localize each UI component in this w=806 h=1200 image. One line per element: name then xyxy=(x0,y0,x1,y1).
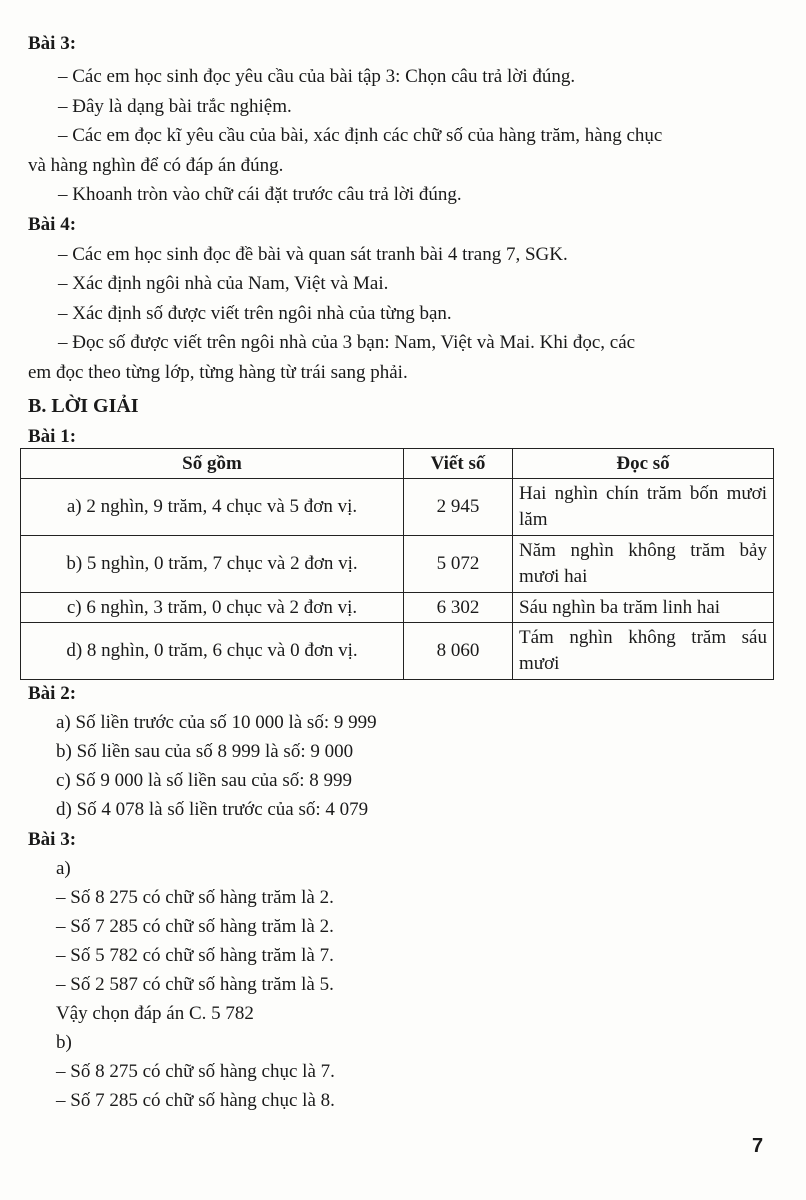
cell-doc-so: Tám nghìn không trăm sáu mươi xyxy=(513,623,774,680)
guide-bai4-line: – Các em học sinh đọc đề bài và quan sát tranh bài 4 trang 7, SGK. xyxy=(58,244,568,265)
cell-so-gom: b) 5 nghìn, 0 trăm, 7 chục và 2 đơn vị. xyxy=(21,536,404,593)
bai3-part-a-label: a) xyxy=(56,858,71,879)
bai3-part-a-line: – Số 7 285 có chữ số hàng trăm là 2. xyxy=(56,916,334,937)
guide-bai4-title: Bài 4: xyxy=(28,214,77,235)
cell-so-gom: a) 2 nghìn, 9 trăm, 4 chục và 5 đơn vị. xyxy=(21,479,404,536)
table-row xyxy=(21,536,774,593)
bai3-part-a-answer: Vậy chọn đáp án C. 5 782 xyxy=(56,1003,254,1024)
guide-bai4-line: em đọc theo từng lớp, từng hàng từ trái sang phải. xyxy=(28,362,408,383)
bai2-line: d) Số 4 078 là số liền trước của số: 4 079 xyxy=(56,799,369,820)
guide-bai3-line: – Khoanh tròn vào chữ cái đặt trước câu trả lời đúng. xyxy=(58,184,462,205)
section-b-title: B. LỜI GIẢI xyxy=(28,395,139,417)
bai3-part-a-line: – Số 2 587 có chữ số hàng trăm là 5. xyxy=(56,974,334,995)
guide-bai3-line: – Các em học sinh đọc yêu cầu của bài tập 3: Chọn câu trả lời đúng. xyxy=(58,66,576,87)
cell-viet-so: 2 945 xyxy=(404,479,513,536)
guide-bai3-line: và hàng nghìn để có đáp án đúng. xyxy=(28,155,284,176)
cell-doc-so: Hai nghìn chín trăm bốn mươi lăm xyxy=(513,479,774,536)
bai3-part-b-line: – Số 7 285 có chữ số hàng chục là 8. xyxy=(56,1090,335,1111)
guide-bai4-line: – Xác định số được viết trên ngôi nhà của từng bạn. xyxy=(58,303,452,324)
table-row xyxy=(21,593,774,623)
cell-viet-so: 6 302 xyxy=(404,593,513,623)
cell-doc-so: Năm nghìn không trăm bảy mươi hai xyxy=(513,536,774,593)
page-number: 7 xyxy=(752,1135,764,1157)
cell-so-gom: d) 8 nghìn, 0 trăm, 6 chục và 0 đơn vị. xyxy=(21,623,404,680)
guide-bai4-line: – Đọc số được viết trên ngôi nhà của 3 bạn: Nam, Việt và Mai. Khi đọc, các xyxy=(58,332,636,353)
cell-doc-so: Sáu nghìn ba trăm linh hai xyxy=(513,593,774,623)
bai2-line: b) Số liền sau của số 8 999 là số: 9 000 xyxy=(56,741,354,762)
bai3-part-a-line: – Số 8 275 có chữ số hàng trăm là 2. xyxy=(56,887,334,908)
cell-viet-so: 8 060 xyxy=(404,623,513,680)
bai3-part-a-line: – Số 5 782 có chữ số hàng trăm là 7. xyxy=(56,945,334,966)
guide-bai3-title: Bài 3: xyxy=(28,33,77,54)
header-viet-so: Viết số xyxy=(404,449,513,479)
bai2-line: a) Số liền trước của số 10 000 là số: 9 999 xyxy=(56,712,377,733)
table-header-row xyxy=(21,449,774,479)
bai3-part-b-line: – Số 8 275 có chữ số hàng chục là 7. xyxy=(56,1061,335,1082)
header-doc-so: Đọc số xyxy=(513,449,774,479)
guide-bai4-line: – Xác định ngôi nhà của Nam, Việt và Mai. xyxy=(58,273,389,294)
bai2-title: Bài 2: xyxy=(28,683,77,704)
bai1-table xyxy=(20,448,774,680)
guide-bai3-line: – Các em đọc kĩ yêu cầu của bài, xác định các chữ số của hàng trăm, hàng chục xyxy=(58,125,663,146)
header-so-gom: Số gồm xyxy=(21,449,404,479)
table-row xyxy=(21,479,774,536)
bai3-title: Bài 3: xyxy=(28,829,77,850)
bai3-part-b-label: b) xyxy=(56,1032,72,1053)
bai1-title: Bài 1: xyxy=(28,426,77,447)
table-row xyxy=(21,623,774,680)
cell-so-gom: c) 6 nghìn, 3 trăm, 0 chục và 2 đơn vị. xyxy=(21,593,404,623)
cell-viet-so: 5 072 xyxy=(404,536,513,593)
bai2-line: c) Số 9 000 là số liền sau của số: 8 999 xyxy=(56,770,353,791)
guide-bai3-line: – Đây là dạng bài trắc nghiệm. xyxy=(58,96,292,117)
